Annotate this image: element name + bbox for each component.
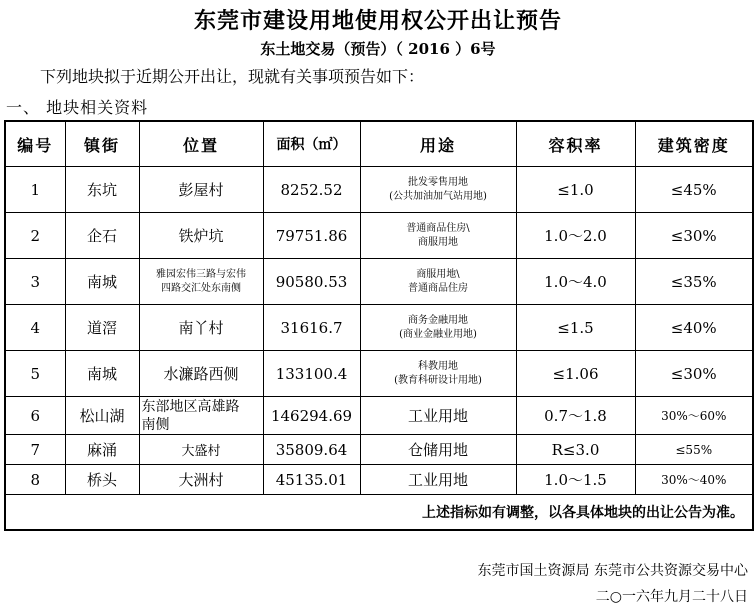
section-heading: 一、 地块相关资料 xyxy=(6,98,149,117)
cell-density: ≤45% xyxy=(635,167,753,213)
table-row xyxy=(5,167,753,213)
page-title: 东莞市建设用地使用权公开出让预告 xyxy=(193,8,562,34)
header-area: 面积（㎡） xyxy=(263,121,360,167)
cell-use: 普通商品住房\ 商服用地 xyxy=(360,213,516,259)
cell-area: 90580.53 xyxy=(263,259,360,305)
cell-use: 商务金融用地 (商业金融业用地) xyxy=(360,305,516,351)
cell-use: 工业用地 xyxy=(360,465,516,495)
issue-date: 二○一六年九月二十八日 xyxy=(595,589,748,605)
cell-area: 79751.86 xyxy=(263,213,360,259)
cell-far: 1.0～1.5 xyxy=(516,465,635,495)
cell-far: ≤1.0 xyxy=(516,167,635,213)
table-row xyxy=(5,305,753,351)
cell-density: 30%～60% xyxy=(635,397,753,435)
cell-town: 松山湖 xyxy=(65,397,139,435)
header-town: 镇街 xyxy=(65,121,139,167)
cell-town: 桥头 xyxy=(65,465,139,495)
cell-area: 8252.52 xyxy=(263,167,360,213)
cell-town: 企石 xyxy=(65,213,139,259)
cell-number: 3 xyxy=(5,259,65,305)
cell-area: 146294.69 xyxy=(263,397,360,435)
cell-number: 7 xyxy=(5,435,65,465)
cell-number: 1 xyxy=(5,167,65,213)
cell-density: ≤40% xyxy=(635,305,753,351)
cell-number: 6 xyxy=(5,397,65,435)
cell-far: 1.0～2.0 xyxy=(516,213,635,259)
header-density: 建筑密度 xyxy=(635,121,753,167)
cell-use: 工业用地 xyxy=(360,397,516,435)
cell-location: 彭屋村 xyxy=(139,167,263,213)
table-header-row xyxy=(5,121,753,167)
table-row xyxy=(5,465,753,495)
table-row xyxy=(5,397,753,435)
cell-far: R≤3.0 xyxy=(516,435,635,465)
cell-density: ≤35% xyxy=(635,259,753,305)
cell-location: 铁炉坑 xyxy=(139,213,263,259)
document-number: 东土地交易（预告）（ 2016 ）6号 xyxy=(260,40,496,58)
cell-number: 8 xyxy=(5,465,65,495)
table-row xyxy=(5,259,753,305)
cell-location: 水濂路西侧 xyxy=(139,351,263,397)
cell-far: ≤1.06 xyxy=(516,351,635,397)
land-parcel-table xyxy=(4,120,754,531)
cell-far: 1.0～4.0 xyxy=(516,259,635,305)
cell-town: 麻涌 xyxy=(65,435,139,465)
cell-density: ≤30% xyxy=(635,213,753,259)
header-location: 位置 xyxy=(139,121,263,167)
cell-location: 大洲村 xyxy=(139,465,263,495)
cell-location: 雅园宏伟三路与宏伟 四路交汇处东南侧 xyxy=(139,259,263,305)
cell-use: 商服用地\ 普通商品住房 xyxy=(360,259,516,305)
cell-location: 南丫村 xyxy=(139,305,263,351)
cell-area: 35809.64 xyxy=(263,435,360,465)
issuing-organizations: 东莞市国土资源局 东莞市公共资源交易中心 xyxy=(477,563,748,579)
cell-area: 133100.4 xyxy=(263,351,360,397)
cell-density: ≤30% xyxy=(635,351,753,397)
cell-density: ≤55% xyxy=(635,435,753,465)
cell-number: 5 xyxy=(5,351,65,397)
cell-town: 东坑 xyxy=(65,167,139,213)
header-use: 用途 xyxy=(360,121,516,167)
header-number: 编号 xyxy=(5,121,65,167)
intro-text: 下列地块拟于近期公开出让，现就有关事项预告如下： xyxy=(40,67,425,86)
cell-density: 30%～40% xyxy=(635,465,753,495)
cell-area: 45135.01 xyxy=(263,465,360,495)
table-row xyxy=(5,213,753,259)
note-row xyxy=(5,495,753,531)
adjustment-note: 上述指标如有调整，以各具体地块的出让公告为准。 xyxy=(5,495,753,531)
cell-number: 2 xyxy=(5,213,65,259)
cell-use: 仓储用地 xyxy=(360,435,516,465)
cell-use: 批发零售用地 (公共加油加气站用地) xyxy=(360,167,516,213)
header-far: 容积率 xyxy=(516,121,635,167)
cell-far: ≤1.5 xyxy=(516,305,635,351)
cell-town: 南城 xyxy=(65,259,139,305)
cell-area: 31616.7 xyxy=(263,305,360,351)
cell-number: 4 xyxy=(5,305,65,351)
cell-use: 科教用地 (教育科研设计用地) xyxy=(360,351,516,397)
table-row xyxy=(5,435,753,465)
table-row xyxy=(5,351,753,397)
cell-town: 道滘 xyxy=(65,305,139,351)
cell-location: 东部地区高雄路 南侧 xyxy=(139,397,263,435)
cell-far: 0.7～1.8 xyxy=(516,397,635,435)
cell-town: 南城 xyxy=(65,351,139,397)
cell-location: 大盛村 xyxy=(139,435,263,465)
